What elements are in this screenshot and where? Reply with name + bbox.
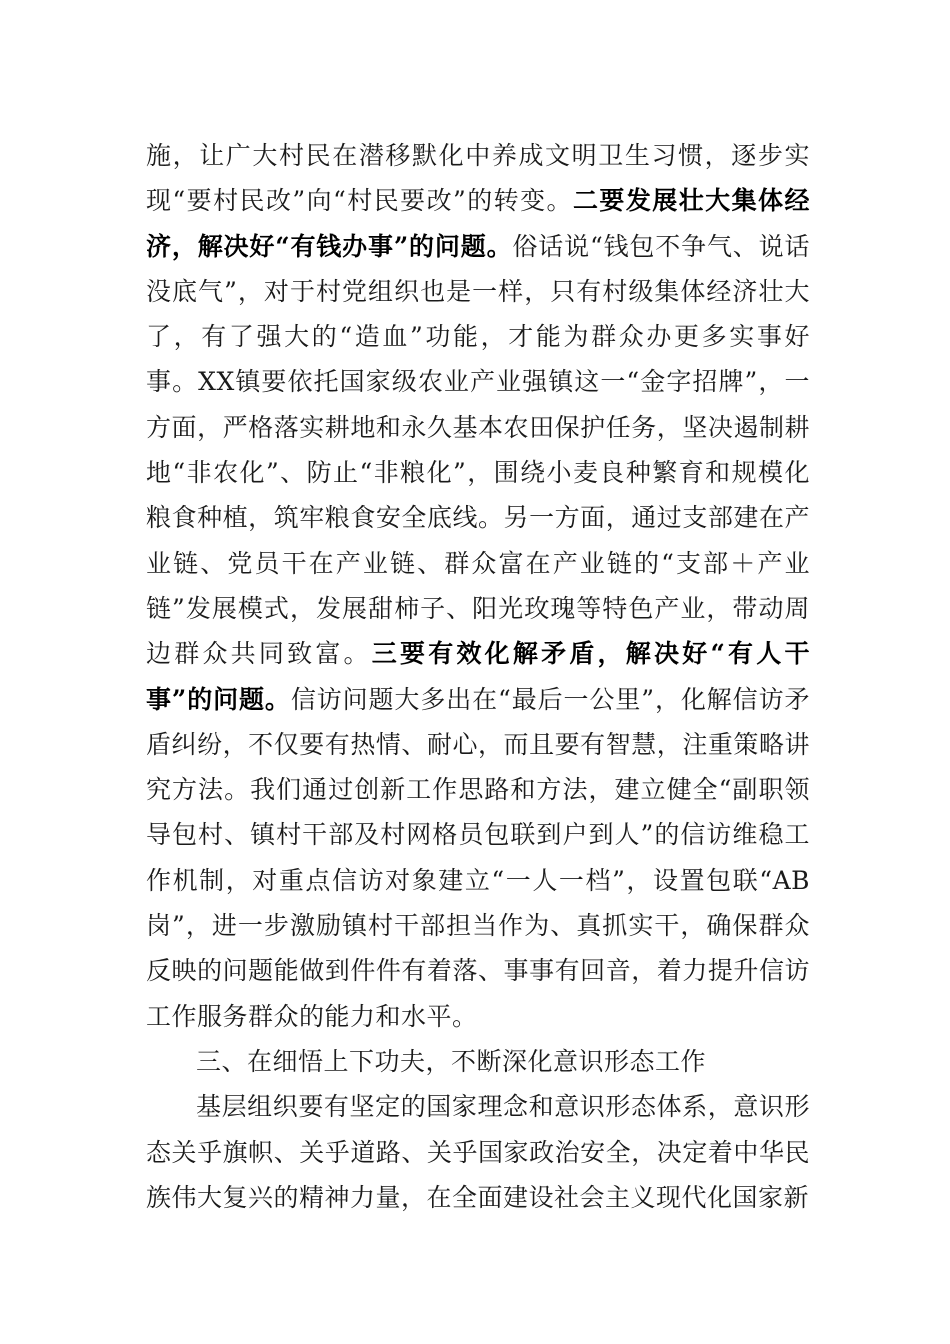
document-body bbox=[146, 133, 810, 1220]
sentence-text: 施，让广大村民在潜移默化中养成文明卫生习惯，逐步实现“要村民改”向“村民要改”的转变。 bbox=[146, 141, 810, 216]
paragraph-ideology: 基层组织要有坚定的国家理念和意识形态体系，意识形态关乎旗帜、关乎道路、关乎国家政治安全，决定着中华民族伟大复兴的精神力量，在全面建设社会主义现代化国家新 bbox=[146, 1092, 810, 1212]
sentence-text: 信访问题大多出在“最后一公里”，化解信访矛盾纠纷，不仅要有热情、耐心，而且要有智慧，注重策略讲究方法。我们通过创新工作思路和方法，建立健全“副职领导包村、镇村干部及村网格员包联到户到人”的信访维稳工作机制，对重点信访对象建立“一人一档”，设置包联“AB岗”，进一步激励镇村干部担当作为、真抓实干，确保群众反映的问题能做到件件有着落、事事有回音，着力提升信访工作服务群众的能力和水平。 bbox=[146, 684, 810, 1031]
bold-point-three: 三要有效化解矛盾，解决好“有人干事”的问题。 bbox=[146, 639, 810, 714]
sentence-text: 俗话说“钱包不争气、说话没底气”，对于村党组织也是一样，只有村级集体经济壮大了，有了强大的“造血”功能，才能为群众办更多实事好事。XX镇要依托国家级农业产业强镇这一“金字招牌”，一方面，严格落实耕地和永久基本农田保护任务，坚决遏制耕地“非农化”、防止“非粮化”，围绕小麦良种繁育和规模化粮食种植，筑牢粮食安全底线。另一方面，通过支部建在产业链、党员干在产业链、群众富在产业链的“支部＋产业链”发展模式，发展甜柿子、阳光玫瑰等特色产业，带动周边群众共同致富。 bbox=[146, 231, 810, 669]
bold-point-two: 二要发展壮大集体经济，解决好“有钱办事”的问题。 bbox=[146, 186, 810, 261]
section-heading: 三、在细悟上下功夫，不断深化意识形态工作 bbox=[196, 1046, 707, 1076]
paragraph-continued bbox=[146, 133, 810, 1039]
